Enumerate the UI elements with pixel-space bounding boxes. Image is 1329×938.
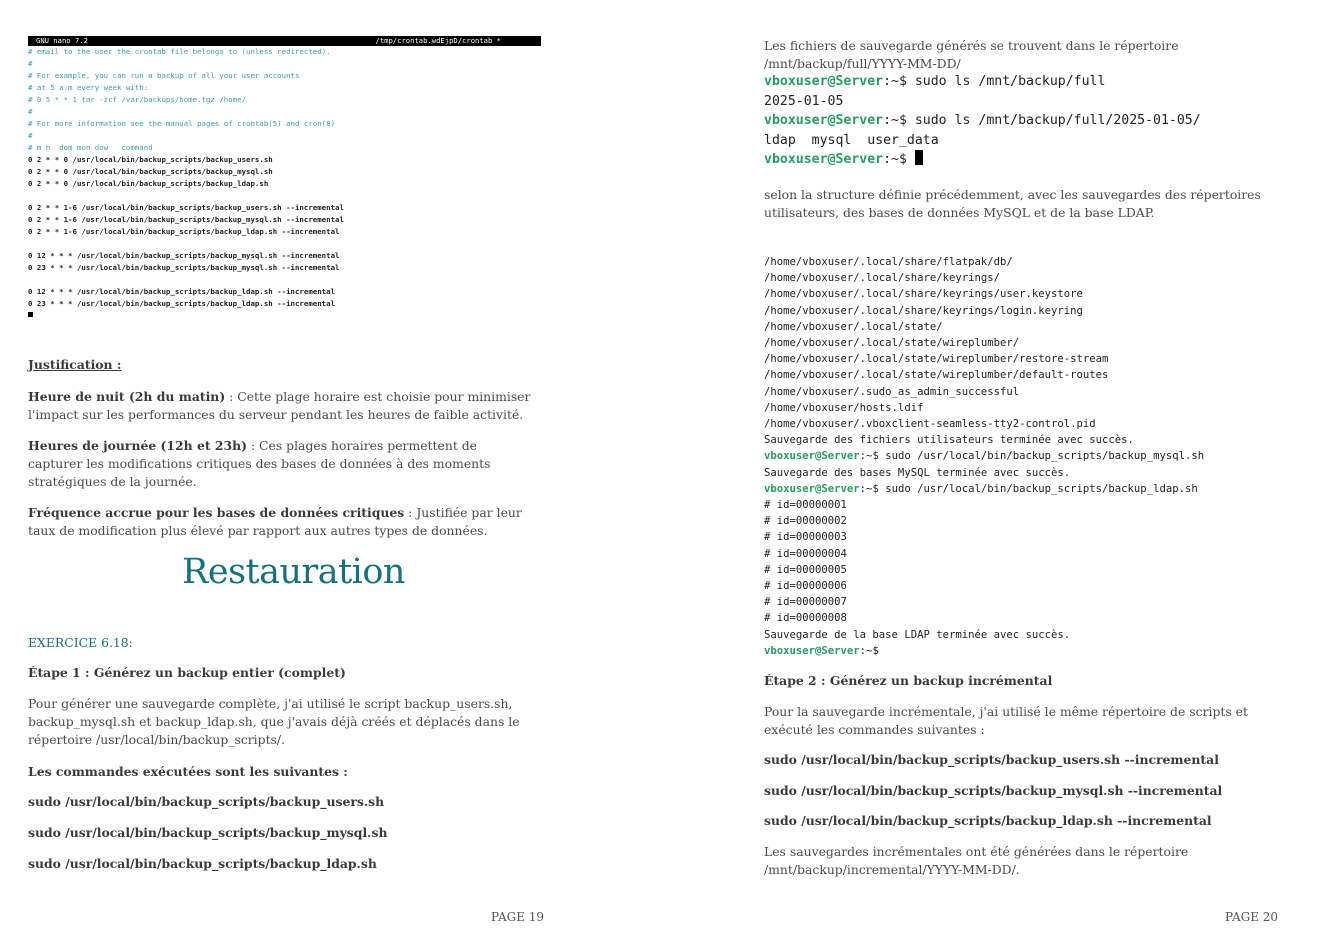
ldap-id-line: # id=00000006 (764, 580, 847, 593)
nano-line (28, 190, 541, 202)
nano-line: 0 2 * * 0 /usr/local/bin/backup_scripts/backup_ldap.sh (28, 179, 269, 188)
nano-app-name: GNU nano 7.2 (36, 36, 88, 45)
commands-heading: Les commandes exécutées sont les suivantes : (28, 764, 348, 779)
exercise-heading: EXERCICE 6.18: (28, 635, 133, 650)
incremental-command-ldap: sudo /usr/local/bin/backup_scripts/backup_ldap.sh --incremental (764, 813, 1212, 828)
nano-line: 0 2 * * 1-6 /usr/local/bin/backup_scripts/backup_users.sh --incremental (28, 203, 344, 212)
right-page (664, 0, 1329, 938)
nano-file-name: /tmp/crontab.wdEjpD/crontab * (375, 36, 501, 45)
output-line: /home/vboxuser/.local/state/wireplumber/ (764, 337, 1020, 350)
nano-line: # m h dom mon dow command (28, 143, 153, 152)
ldap-id-line: # id=00000003 (764, 531, 847, 544)
nano-line: # For more information see the manual pages of crontab(5) and cron(8) (28, 119, 336, 128)
output-line: /home/vboxuser/.sudo_as_admin_successful (764, 385, 1020, 398)
nano-title-bar (28, 36, 541, 46)
command-users: sudo /usr/local/bin/backup_scripts/backup_users.sh (28, 794, 385, 809)
output-line: /home/vboxuser/.local/share/keyrings/user.keystore (764, 288, 1083, 301)
nano-line: # (28, 59, 33, 68)
output-line: /home/vboxuser/.local/share/keyrings/login.keyring (764, 304, 1083, 317)
justification-heading: Justification : (28, 357, 122, 372)
night-paragraph: Heure de nuit (2h du matin) : Cette plage horaire est choisie pour minimiser l'impact sur les performances du serveur pendant les heures de faible activité. (28, 389, 531, 422)
nano-cursor (28, 312, 33, 317)
final-paragraph: Les sauvegardes incrémentales ont été générées dans le répertoire /mnt/backup/incremental/YYYY-MM-DD/. (764, 844, 1189, 877)
nano-content (28, 46, 541, 310)
nano-line (28, 274, 541, 286)
nano-line: 0 2 * * 1-6 /usr/local/bin/backup_scripts/backup_ldap.sh --incremental (28, 227, 340, 236)
output-line: /home/vboxuser/hosts.ldif (764, 401, 924, 414)
nano-line: 0 23 * * * /usr/local/bin/backup_scripts/backup_ldap.sh --incremental (28, 299, 336, 308)
page-number: PAGE 19 (491, 910, 545, 924)
intro-paragraph: Les fichiers de sauvegarde générés se trouvent dans le répertoire /mnt/backup/full/YYYY-MM-DD/ (764, 38, 1179, 71)
nano-line: 0 23 * * * /usr/local/bin/backup_scripts/backup_mysql.sh --incremental (28, 263, 340, 272)
incremental-command-mysql: sudo /usr/local/bin/backup_scripts/backup_mysql.sh --incremental (764, 783, 1223, 798)
nano-line: 0 12 * * * /usr/local/bin/backup_scripts/backup_mysql.sh --incremental (28, 251, 340, 260)
ldap-id-line: # id=00000002 (764, 515, 847, 528)
output-line: /home/vboxuser/.local/share/flatpak/db/ (764, 256, 1013, 268)
nano-line: # 0 5 * * 1 tar -zcf /var/backups/home.tgz /home/ (28, 95, 247, 104)
step2-paragraph: Pour la sauvegarde incrémentale, j'ai utilisé le même répertoire de scripts et exécuté les commandes suivantes : (764, 704, 1248, 737)
nano-line: 0 2 * * 0 /usr/local/bin/backup_scripts/backup_mysql.sh (28, 167, 273, 176)
ldap-id-line: # id=00000005 (764, 563, 847, 576)
step2-heading: Étape 2 : Générez un backup incrémental (764, 673, 1053, 688)
output-line: /home/vboxuser/.vboxclient-seamless-tty2-control.pid (764, 418, 1096, 431)
output-line: /home/vboxuser/.local/state/wireplumber/default-routes (764, 369, 1109, 382)
frequency-paragraph: Fréquence accrue pour les bases de données critiques : Justifiée par leur taux de modification plus élevé par rapport aux autres types de données. (28, 505, 522, 538)
nano-line: # (28, 131, 33, 140)
nano-line: # at 5 a.m every week with: (28, 83, 149, 92)
output-line: /home/vboxuser/.local/state/ (764, 320, 943, 333)
output-line: /home/vboxuser/.local/state/wireplumber/restore-stream (764, 353, 1109, 366)
day-label: Heures de journée (12h et 23h) (28, 438, 247, 453)
ldap-id-line: # id=00000007 (764, 596, 847, 609)
nano-line: 0 2 * * 1-6 /usr/local/bin/backup_scripts/backup_mysql.sh --incremental (28, 215, 344, 224)
output-line: Sauvegarde des fichiers utilisateurs terminée avec succès. (764, 434, 1134, 447)
nano-screenshot (28, 36, 541, 316)
left-page (0, 0, 664, 938)
night-label: Heure de nuit (2h du matin) (28, 389, 226, 404)
step1-paragraph: Pour générer une sauvegarde complète, j'ai utilisé le script backup_users.sh, backup_mysql.sh et backup_ldap.sh, que j'avais déjà créés et déplacés dans le répertoire /usr/local/bin/backup_scripts/. (28, 696, 520, 747)
nano-line: 0 2 * * 0 /usr/local/bin/backup_scripts/backup_users.sh (28, 155, 273, 164)
command-ldap: sudo /usr/local/bin/backup_scripts/backup_ldap.sh (28, 856, 377, 871)
incremental-command-users: sudo /usr/local/bin/backup_scripts/backup_users.sh --incremental (764, 752, 1219, 767)
command-mysql: sudo /usr/local/bin/backup_scripts/backup_mysql.sh (28, 825, 388, 840)
nano-line: 0 12 * * * /usr/local/bin/backup_scripts/backup_ldap.sh --incremental (28, 287, 336, 296)
step1-heading: Étape 1 : Générez un backup entier (complet) (28, 665, 346, 680)
terminal-backup-output: /home/vboxuser/.local/share/flatpak/db/ /home/vboxuser/.local/share/keyrings/ /home/vboxuser/.local/share/keyrings/user.keystore /home/vboxuser/.local/share/keyrings/login.keyring /home/vboxuser/.local/state/ /home/vboxuser/.local/state/wireplumber/ /home/vboxuser/.local/state/wireplumber/restore-stream /home/vboxuser/.local/state/wireplumber/default-routes /home/vboxuser/.sudo_as_admin_successful /home/vboxuser/hosts.ldif /home/vboxuser/.vboxclient-seamless-tty2-control.pid Sauvegarde des fichiers utilisateurs terminée avec succès. vboxuser@Server:~$ sudo /usr/local/bin/backup_scripts/backup_mysql.sh Sauvegarde des bases MySQL terminée avec succès. vboxuser@Server:~$ sudo /usr/local/bin/backup_scripts/backup_ldap.sh # id=00000001 # id=00000002 # id=00000003 # id=00000004 # id=00000005 # id=00000006 # id=00000007 # id=00000008 Sauvegarde de la base LDAP terminée avec succès. vboxuser@Server:~$ (764, 254, 1284, 659)
terminal-cursor (915, 150, 923, 165)
nano-line (28, 238, 541, 250)
ldap-id-line: # id=00000008 (764, 612, 847, 625)
structure-paragraph: selon la structure définie précédemment, avec les sauvegardes des répertoires utilisateurs, des bases de données MySQL et de la base LDAP. (764, 187, 1261, 220)
section-title: Restauration (182, 552, 405, 592)
nano-line: # email to the user the crontab file belongs to (unless redirected). (28, 47, 331, 56)
ldap-id-line: # id=00000001 (764, 499, 847, 512)
page-number: PAGE 20 (1225, 910, 1279, 924)
ldap-id-line: # id=00000004 (764, 547, 847, 560)
nano-line: # For example, you can run a backup of all your user accounts (28, 71, 300, 80)
nano-line: # (28, 107, 33, 116)
terminal-listing: vboxuser@Server:~$ sudo ls /mnt/backup/full 2025-01-05 vboxuser@Server:~$ sudo ls /mnt/backup/full/2025-01-05/ ldap mysql user_data vboxuser@Server:~$ (764, 74, 1201, 167)
output-line: /home/vboxuser/.local/share/keyrings/ (764, 272, 1000, 285)
frequency-label: Fréquence accrue pour les bases de données critiques (28, 505, 405, 520)
day-paragraph: Heures de journée (12h et 23h) : Ces plages horaires permettent de capturer les modifications critiques des bases de données à des moments stratégiques de la journée. (28, 438, 491, 489)
